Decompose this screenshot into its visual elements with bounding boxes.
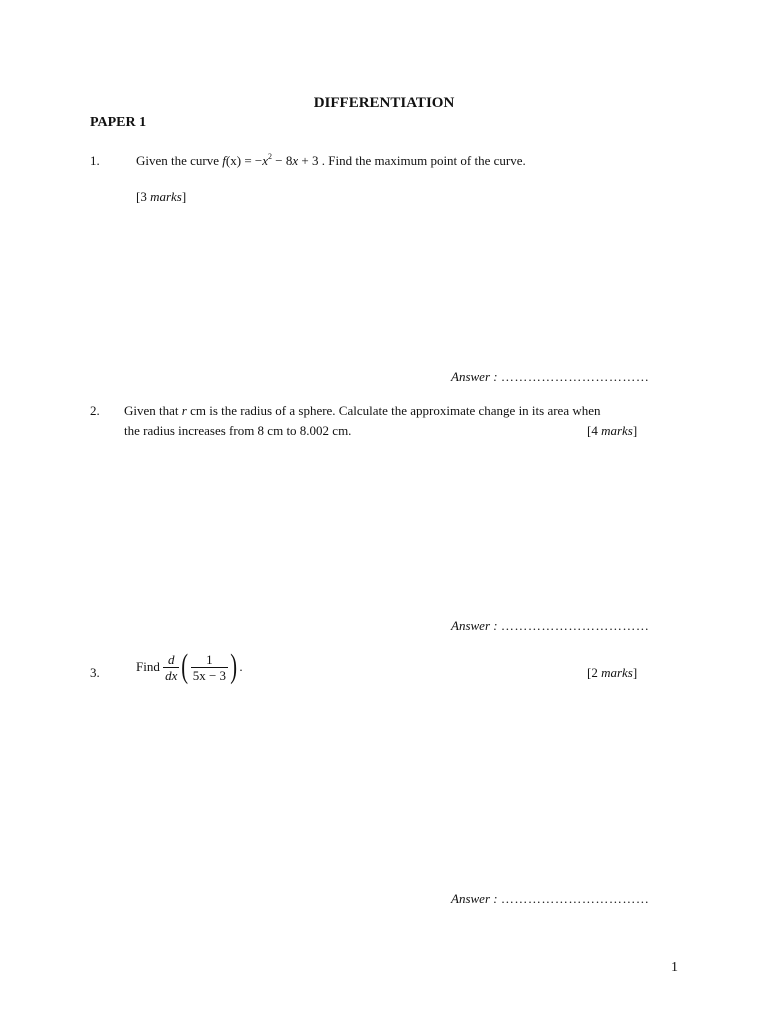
q3-tail: . <box>239 659 243 674</box>
formula-rest: − 8 <box>272 153 293 168</box>
page-number: 1 <box>671 960 678 975</box>
marks-close: ] <box>181 189 187 204</box>
answer-line-3 <box>451 891 649 907</box>
answer-label: Answer : <box>451 891 498 906</box>
question-1-text <box>136 153 526 169</box>
q3-inner-fraction <box>191 652 228 683</box>
question-1-marks <box>136 189 186 205</box>
marks-open: [3 <box>136 189 151 204</box>
question-2-number: 2. <box>90 403 100 418</box>
formula-tail: + 3 <box>298 153 319 168</box>
answer-dots: …………………………… <box>500 891 650 906</box>
q3-d-denominator: dx <box>165 667 178 683</box>
marks-close: ] <box>632 665 638 680</box>
formula-f: f <box>222 153 226 168</box>
question-1-formula <box>222 153 321 168</box>
answer-dots: …………………………… <box>500 618 650 633</box>
q3-prefix: Find <box>136 659 160 674</box>
marks-open: [2 <box>587 665 602 680</box>
answer-line-2 <box>451 618 649 634</box>
page-title: DIFFERENTIATION <box>313 95 455 111</box>
question-3-text <box>136 650 243 694</box>
question-1-prefix: Given the curve <box>136 153 220 168</box>
right-paren-icon: ) <box>230 648 238 685</box>
answer-label: Answer : <box>451 618 498 633</box>
q3-derivative-operator <box>163 652 179 683</box>
marks-open: [4 <box>587 423 602 438</box>
q2-radius-symbol: r <box>181 403 187 418</box>
q3-inner-numerator: 1 <box>191 652 228 668</box>
paper-heading: PAPER 1 <box>90 115 147 130</box>
marks-word: marks <box>601 665 633 680</box>
marks-word: marks <box>601 423 633 438</box>
question-1-suffix: . Find the maximum point of the curve. <box>321 153 526 168</box>
formula-x2: x <box>292 153 299 168</box>
question-2-marks <box>587 423 637 439</box>
left-paren-icon: ( <box>181 648 189 685</box>
question-1-number: 1. <box>90 153 100 168</box>
answer-line-1 <box>451 369 649 385</box>
answer-dots: …………………………… <box>500 369 650 384</box>
q3-d-numerator: d <box>163 652 179 668</box>
question-2-line1 <box>124 403 601 419</box>
question-2-line2: the radius increases from 8 cm to 8.002 cm. <box>124 423 352 438</box>
q3-inner-denominator: 5x − 3 <box>192 667 227 683</box>
formula-arg: (x) <box>225 153 242 168</box>
formula-eq: = − <box>244 153 263 168</box>
marks-close: ] <box>632 423 638 438</box>
answer-label: Answer : <box>451 369 498 384</box>
q2-line1-a: Given that <box>124 403 182 418</box>
question-3-marks <box>587 665 637 681</box>
formula-exponent: 2 <box>268 152 273 161</box>
marks-word: marks <box>150 189 182 204</box>
question-3-number: 3. <box>90 665 100 680</box>
q2-line1-b: cm is the radius of a sphere. Calculate the approximate change in its area when <box>186 403 601 418</box>
formula-x: x <box>262 153 269 168</box>
